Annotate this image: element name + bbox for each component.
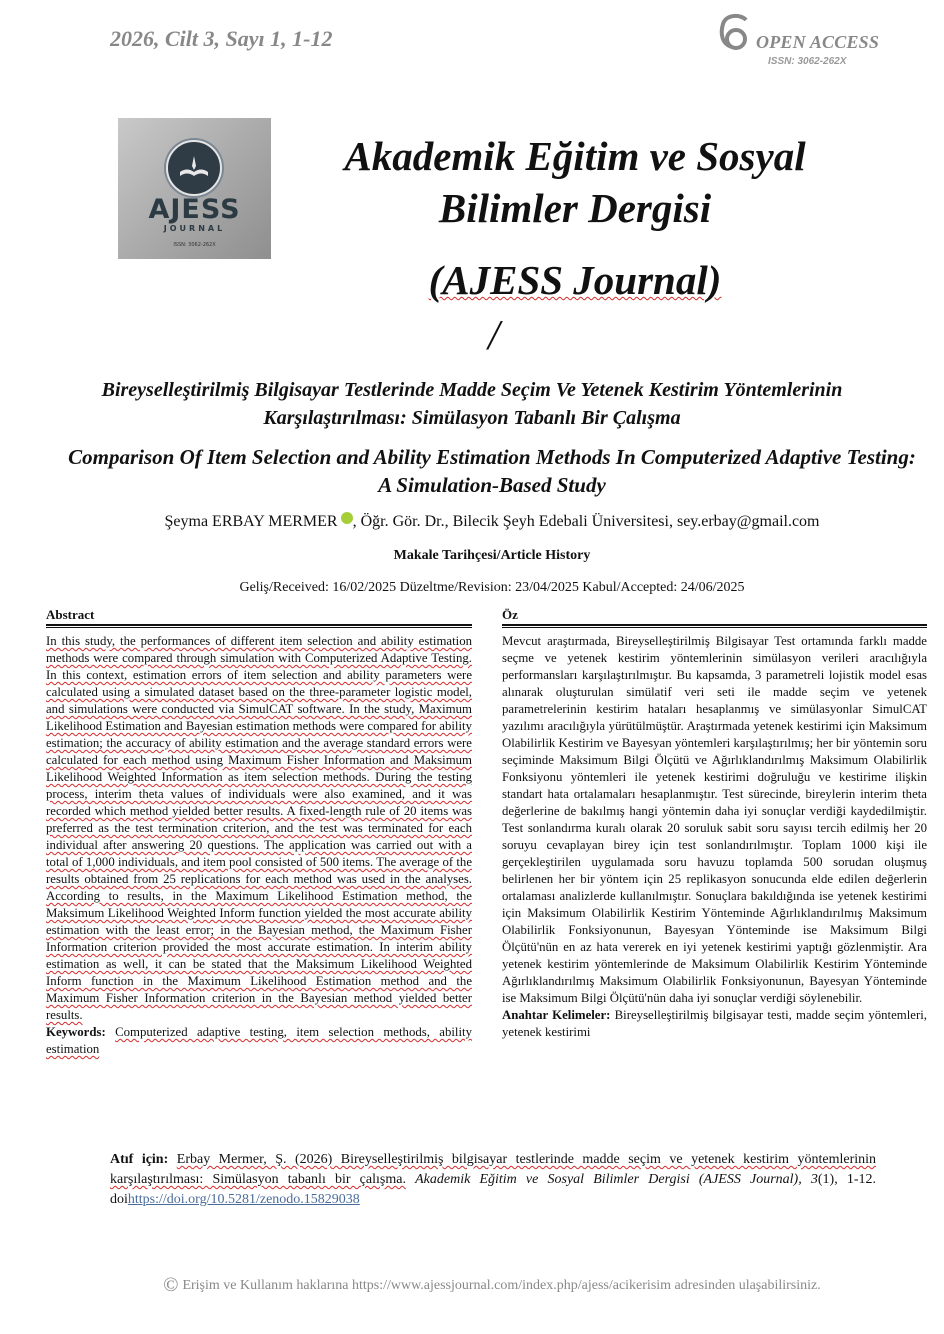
journal-logo bbox=[118, 118, 271, 259]
abstract-body: In this study, the performances of different item selection and ability estimation methods were compared through simulation with Computerized Adaptive Testing. In this context, estimation errors of item selection and ability parameters were calculated using a simulated dataset based on the three-parameter logistic model, and simulations were conducted via SimulCAT software. In the study, Maximum Likelihood Estimation and Bayesian estimation methods were compared for ability estimation; the accuracy of ability estimation and the average standard errors were calculated for each method using Maximum Fisher Information and Maksimum Likelihood Weighted Information as item selection methods. During the testing process, interim theta values of individuals were also examined, and it was recorded which method yielded better results. A fixed-length rule of 20 items was preferred as the test termination criterion, and the test was terminated for each individual after answering 20 questions. The application was carried out with a total of 1,000 individuals, and item pool consisted of 500 items. The average of the results obtained from 25 replications for each method was used in the analyses. According to results, in the Maximum Likelihood Estimation method, the Maksimum Likelihood Weighted Inform function yielded the most accurate ability estimation with the least error; in the Bayesian method, the Maximum Fisher Information criterion provided the most accurate estimation. In interim ability estimation as well, it can be stated that the Maksimum Likelihood Weighted Inform function in the Maximum Likelihood Estimation method and the Maximum Fisher Information criterion in the Bayesian method yielded better results. bbox=[46, 634, 472, 1022]
article-history-heading: Makale Tarihçesi/Article History bbox=[393, 548, 591, 563]
author-line bbox=[60, 512, 924, 531]
article-history-dates: Geliş/Received: 16/02/2025 Düzeltme/Revision: 23/04/2025 Kabul/Accepted: 24/06/2025 bbox=[239, 580, 745, 595]
logo-issn: ISSN: 3062-262X bbox=[173, 242, 216, 248]
author-affiliation: , Öğr. Gör. Dr., Bilecik Şeyh Edebali Üniversitesi, sey.erbay@gmail.com bbox=[352, 513, 820, 530]
journal-title-line2: Bilimler Dergisi bbox=[438, 185, 712, 231]
open-access-icon bbox=[716, 12, 756, 52]
open-access-label: OPEN ACCESS bbox=[756, 32, 880, 52]
oz-heading: Öz bbox=[502, 607, 518, 622]
oz-section bbox=[502, 633, 927, 1041]
footer bbox=[60, 1274, 924, 1297]
orcid-icon[interactable] bbox=[341, 512, 353, 524]
citation-block bbox=[110, 1150, 876, 1210]
citation-issue-pages: (1), 1-12. doi bbox=[110, 1172, 877, 1207]
book-emblem-icon bbox=[166, 140, 222, 196]
abstract-section bbox=[46, 633, 472, 1058]
article-title-en: Comparison Of Item Selection and Ability Estimation Methods In Computerized Adaptive Testing: A Simulation-Based Study bbox=[68, 445, 916, 497]
abstract-keywords bbox=[46, 1024, 472, 1058]
citation-label: Atıf için: bbox=[110, 1152, 169, 1167]
anahtar-kelimeler-label: Anahtar Kelimeler: bbox=[502, 1008, 611, 1022]
abstract-rule bbox=[46, 624, 472, 628]
slash-mark: / bbox=[488, 313, 500, 359]
footer-text: Erişim ve Kullanım haklarına https://www.ajessjournal.com/index.php/ajess/acikerisim adresinden ulaşabilirsiniz. bbox=[182, 1278, 821, 1293]
oz-keywords bbox=[502, 1007, 927, 1041]
author-name: Şeyma ERBAY MERMER bbox=[164, 513, 338, 530]
journal-title-line1: Akademik Eğitim ve Sosyal bbox=[344, 133, 806, 179]
logo-letters: AJESS bbox=[148, 194, 241, 225]
abstract-heading: Abstract bbox=[46, 607, 95, 622]
citation-journal: Akademik Eğitim ve Sosyal Bilimler Dergisi (AJESS Journal), 3 bbox=[415, 1172, 818, 1187]
journal-abbr-text: (AJESS Journal) bbox=[428, 257, 722, 303]
copyright-icon: © bbox=[163, 1274, 179, 1296]
article-title-tr: Bireyselleştirilmiş Bilgisayar Testlerinde Madde Seçim Ve Yetenek Kestirim Yöntemlerinin Karşılaştırılması: Simülasyon Tabanlı Bir Çalışma bbox=[101, 379, 843, 429]
keywords-text: Computerized adaptive testing, item selection methods, ability estimation bbox=[46, 1025, 472, 1056]
keywords-label: Keywords: bbox=[46, 1025, 106, 1039]
issn-label: ISSN: 3062-262X bbox=[768, 56, 847, 67]
journal-abbreviation bbox=[290, 256, 860, 304]
oz-body: Mevcut araştırmada, Bireyselleştirilmiş Bilgisayar Test ortamında farklı madde seçme ve yetenek kestirim yöntemlerinin simülasyon verileri aracılığıyla performansları karşılaştırılmıştır. Bu kapsamda, 3 parametreli lojistik model esas alınarak oluşturulan simülatif veri seti ile madde seçim ve yetenek parametrelerinin kestirim hataları hesaplanmış ve simülasyonlar SimulCAT yazılımı aracılığıyla yürütülmüştür. Araştırmada yetenek kestirimi için Maksimum Olabilirlik Kestirim ve Bayesyan yöntemleri karşılaştırılmış; her bir yöntemin soru seçiminde Maksimum Bilgi Ölçütü ve Ağırlıklandırılmış Maksimum Olabilirlik Fonksiyonu yöntemleri ile yetenek kestirimi doğruluğu ve kestirime ilişkin standart hata ortalamaları hesaplanmıştır. Test sürecinde, bireylerin interim theta değerlerine de bakılmış hangi yöntemin daha iyi sonuçlar verdiği kaydedilmiştir. Test sonlandırma kuralı olarak 20 soruluk sabit soru sayısı tercih edilmiş her 20 soruyu cevaplayan birey için test sonlandırılmıştır. Toplam 1000 kişi ile gerçekleştirilen uygulamada soru havuzu toplamda 500 sorudan oluşmuş belirlenen her bir yöntem için 25 replikasyon sonucunda elde edilen değerlerin ortalaması analizlerde kullanılmıştır. Sonuçlara bakıldığında ise yetenek kestirimi için Maksimum Olabilirlik Kestirim Yönteminde Ağırlıklandırılmış Maksimum Olabilirlik Fonksiyonunun, Bayesyan Yönteminde ise Maksimum Bilgi Ölçütü'nün en az hata vererek en iyi yetenek kestirimi yaptığı gözlenmiştir. Ara yetenek kestirim yöntemlerinde de Maksimum Olabilirlik Kestirim Yönteminde Ağırlıklandırılmış Maksimum Olabilirlik Fonksiyonunun, Bayesyan Yönteminde ise Maksimum Bilgi Ölçütü'nün daha iyi sonuçlar verdiği söylenebilir. bbox=[502, 634, 927, 1005]
citation-text: Erbay Mermer, Ş. (2026) Bireyselleştirilmiş bilgisayar testlerinde madde seçim ve yetenek kestirim yöntemlerinin karşılaştırılması: Simülasyon tabanlı bir çalışma. bbox=[110, 1152, 877, 1187]
doi-link[interactable]: https://doi.org/10.5281/zenodo.15829038 bbox=[127, 1192, 360, 1207]
journal-title bbox=[290, 130, 860, 234]
issue-info: 2026, Cilt 3, Sayı 1, 1-12 bbox=[110, 26, 333, 51]
anahtar-kelimeler-text: Bireyselleştirilmiş bilgisayar testi, madde seçim yöntemleri, yetenek kestirimi bbox=[502, 1008, 927, 1039]
oz-rule bbox=[502, 624, 927, 628]
logo-subtitle: JOURNAL bbox=[163, 224, 226, 233]
